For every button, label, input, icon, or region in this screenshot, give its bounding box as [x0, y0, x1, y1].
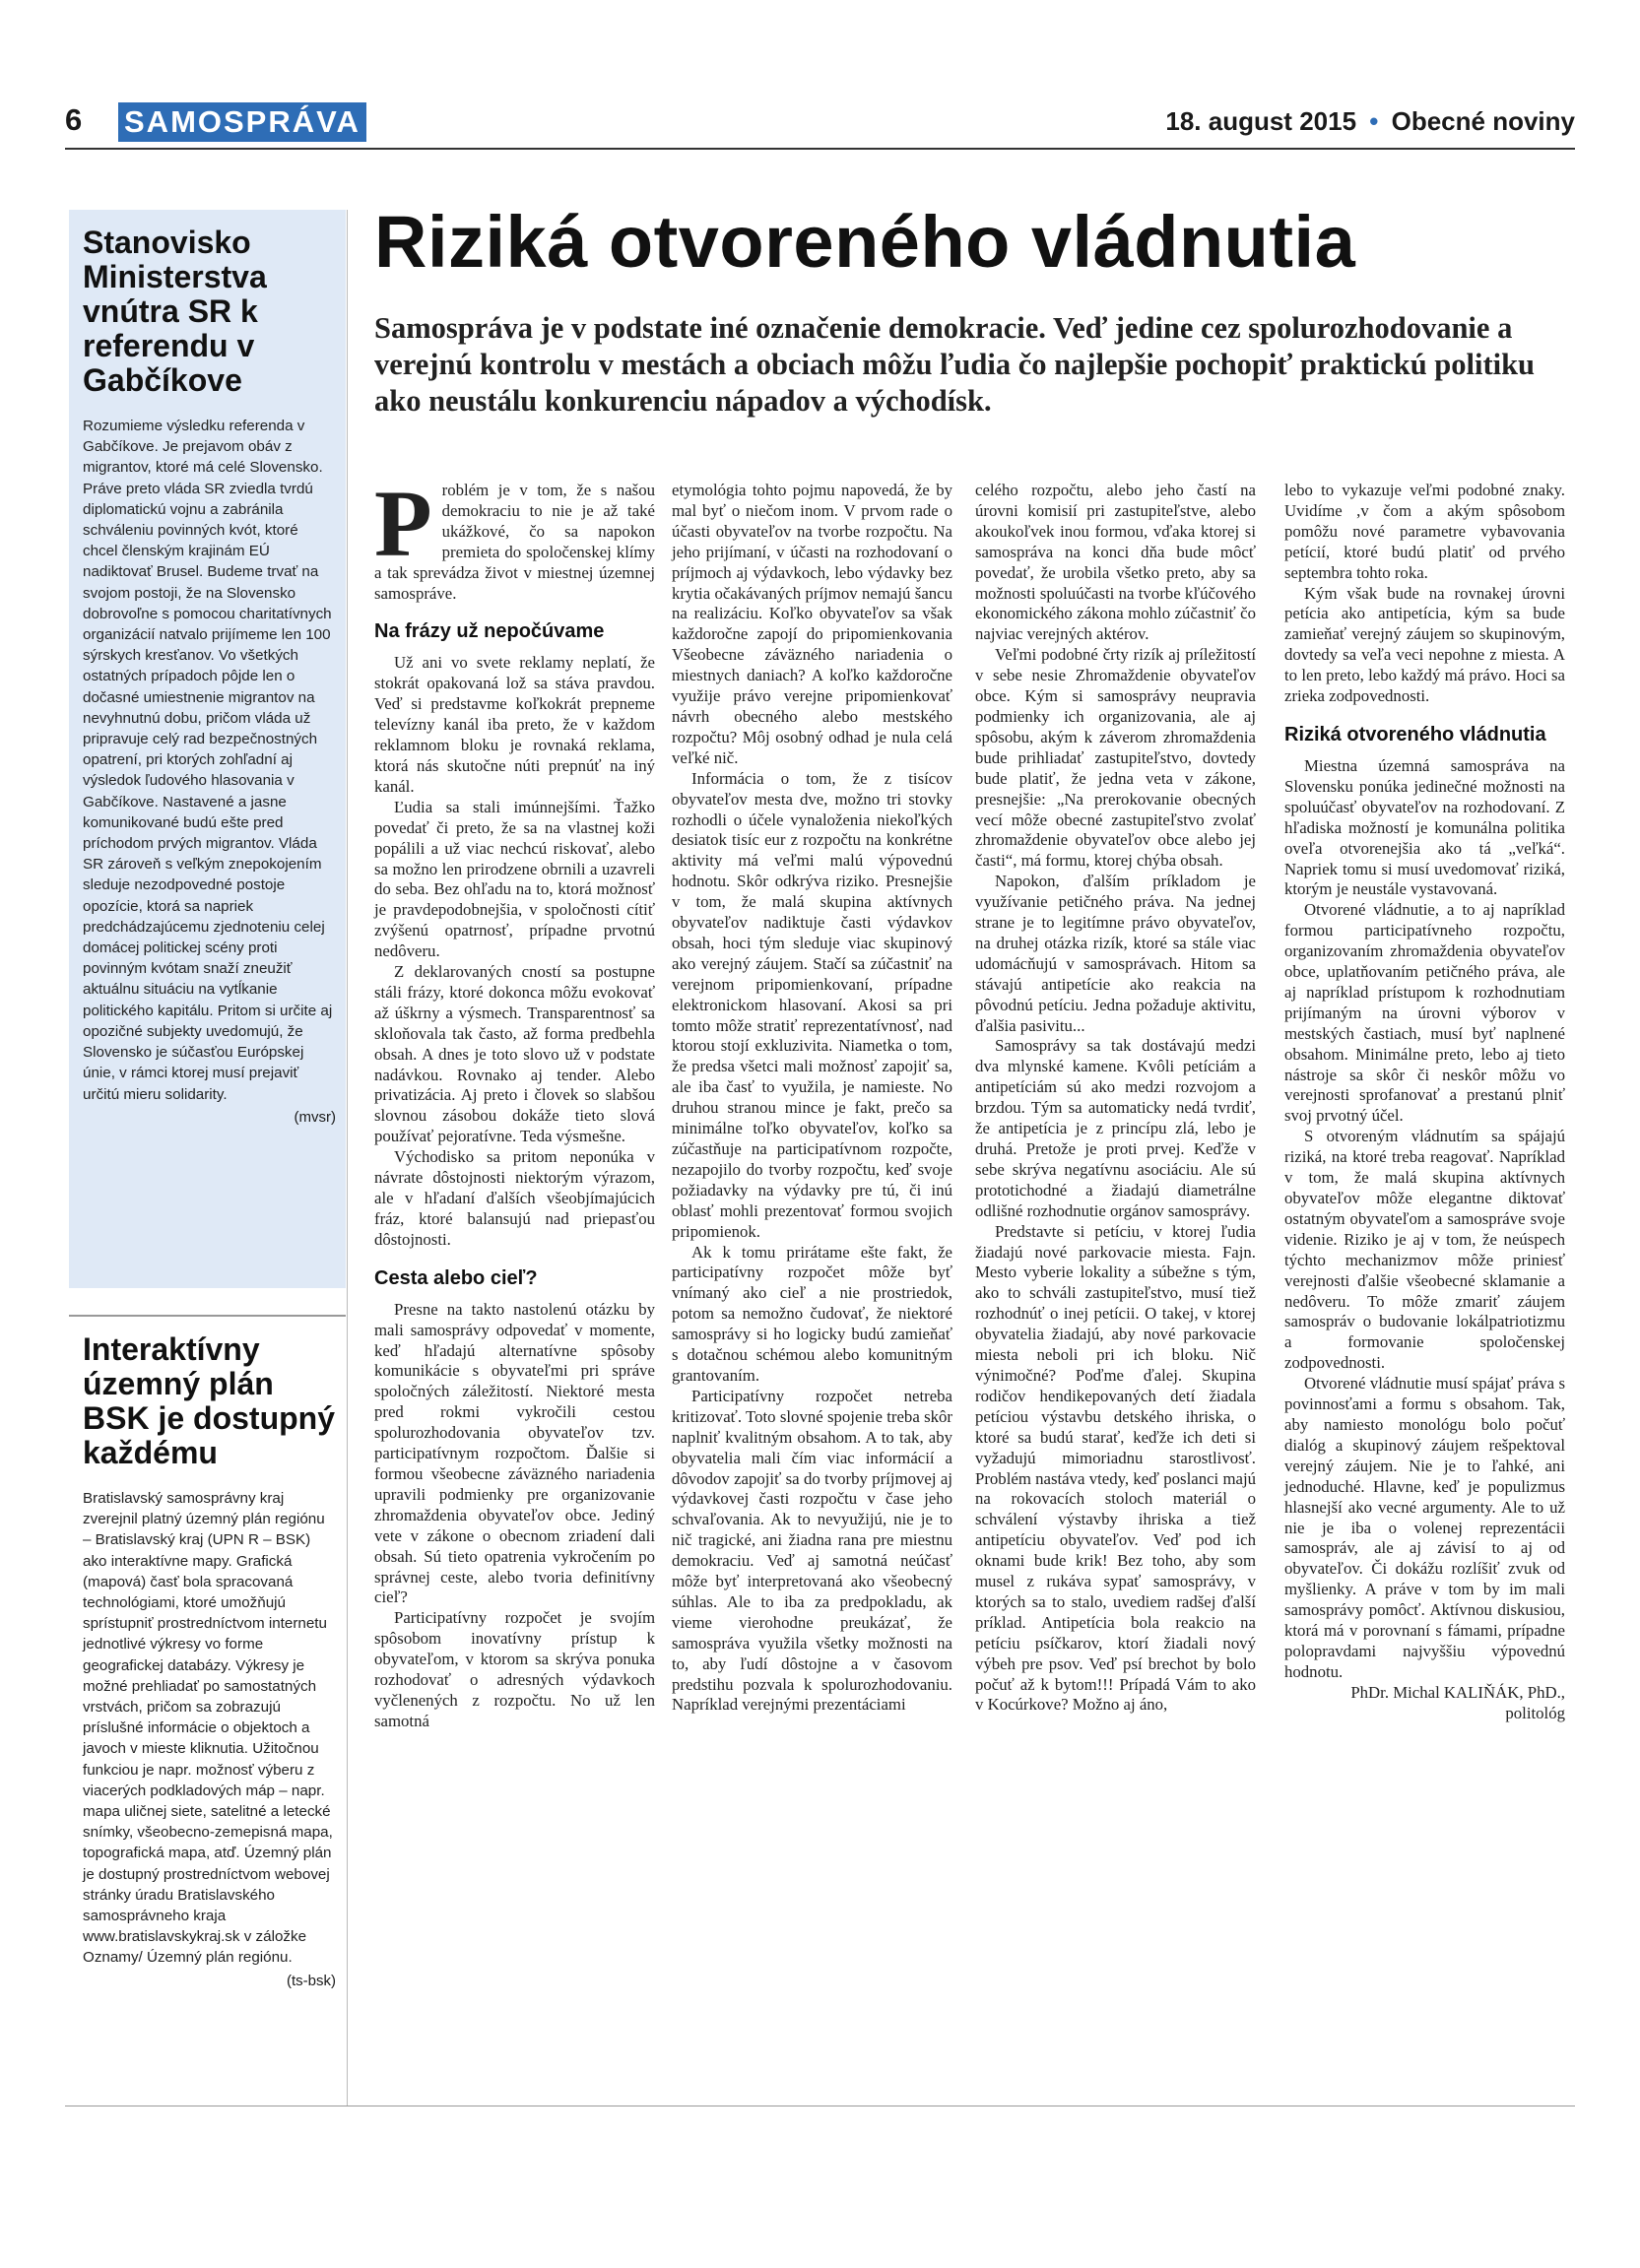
- paragraph: etymológia tohto pojmu napovedá, že by mal byť o niečom inom. V prvom rade o účasti obyvateľov na tvorbe rozpočtu. Na jeho prijímaní, v účasti na rozhodovaní o príjmoch aj výdavkoch, lebo výdavky bez krytia očakávaných príjmov nemajú šancu na realizáciu. Koľko obyvateľov sa však každoročne zapojí do pripomienkovania Všeobecne záväzného nariadenia o miestnych daniach? A koľko každoročne využije právo verejne pripomienkovať návrh obecného alebo mestského rozpočtu? Môj osobný odhad je nula celá veľké nič.: [672, 481, 952, 767]
- paragraph: Už ani vo svete reklamy neplatí, že stokrát opakovaná lož sa stáva pravdou. Veď si predstavme koľkokrát prepneme televízny kanál iba preto, že v každom reklamnom bloku je rovnaká reklama, ktorá nás skutočne núti prepnúť na iný kanál.: [374, 653, 655, 796]
- article-column-3: [975, 481, 1256, 1716]
- paragraph: Otvorené vládnutie musí spájať práva s povinnosťami a formu s obsahom. Tak, aby namiesto monológu bolo počuť dialóg a skupinový záujem rešpektoval verejný záujem. Nie je to ľahké, ani jednoduché. Hlavne, keď je populizmus hlasnejší ako vecné argumenty. Ale to už nie je iba o volenej reprezentácii samospráv, ale aj závisí to aj od obyvateľov. Či dokážu rozlíšiť zvuk od myšlienky. A práve v tom by im mali samosprávy pomôcť. Aktívnou diskusiou, ktorá má v porovnaní s fámami, prípadne polopravdami najvyššiu výpovednú hodnotu.: [1284, 1374, 1565, 1681]
- sidebar-box-ministry: [69, 210, 346, 1288]
- header-rule: [65, 148, 1575, 150]
- paragraph: Veľmi podobné črty rizík aj príležitostí v sebe nesie Zhromaždenie obyvateľov obce. Kým si samosprávy neupravia podmienky ich organizovania, ale aj spôsobu, akým k záverom zhromaždenia bude prihliadať zastupiteľstvo, dovtedy bude platiť, že jedna veta v zákone, presnejšie: „Na prerokovanie obecných vecí môže obecné zastupiteľstvo zvolať zhromaždenie obyvateľov obce alebo jej časti“, má formu, ktorej chýba obsah.: [975, 645, 1256, 871]
- paragraph: Participatívny rozpočet je svojím spôsobom inovatívny prístup k obyvateľom, v ktorom sa skrýva ponuka rozhodovať o adresných výdavkoch vyčlenených z rozpočtu. No už len samotná: [374, 1608, 655, 1730]
- issue-date: 18. august 2015: [1165, 106, 1357, 136]
- paragraph: Napokon, ďalším príkladom je využívanie petičného práva. Na jednej strane je to legitímne právo obyvateľov, na druhej otázka rizík, ktoré sa stále viac udomácňujú v samosprávach. Hitom sa stávajú antipetície ako reakcia na pôvodnú petíciu. Jedna požaduje aktivitu, ďalšia pasivitu...: [975, 872, 1256, 1035]
- subheading: Cesta alebo cieľ?: [374, 1266, 538, 1289]
- drop-cap: P: [374, 471, 432, 576]
- paragraph: celého rozpočtu, alebo jeho častí na úrovni komisií pri zastupiteľstve, alebo akoukoľvek inou formou, vďaka ktorej si samospráva na konci dňa bude môcť povedať, že urobila všetko preto, aby sa možnosti spoluúčasti na tvorbe kľúčového ekonomického zákona mohlo zúčastniť čo najviac verejných aktérov.: [975, 481, 1256, 644]
- subheading: Na frázy už nepočúvame: [374, 620, 605, 643]
- paragraph: S otvoreným vládnutím sa spájajú riziká, na ktoré treba reagovať. Napríklad v tom, že malá skupina aktívnych obyvateľov môže elegantne diktovať ostatným obyvateľom a samospráve svoje videnie. Riziko je aj v tom, že neúspech týchto mechanizmov môže priniesť verejnosti ďalšie všeobecné sklamanie a nedôveru. To môže zmariť záujem samospráv o budovanie lokálpatriotizmu a formovanie spoločenskej zodpovednosti.: [1284, 1127, 1565, 1373]
- paragraph: Informácia o tom, že z tisícov obyvateľov mesta dve, možno tri stovky rozhodli o účele vynaloženia niekoľkých desiatok tisíc eur z rozpočtu na konkrétne aktivity má veľmi malú výpovednú hodnotu. Skôr odkrýva riziko. Presnejšie v tom, že malá skupina aktívnych obyvateľov nadiktuje časti výdavkov obsah, hoci tým sleduje viac skupinový ako verejný záujem. Stačí sa zúčastniť na verejnom pripomienkovaní, prípadne elektronickom hlasovaní. Akosi sa pri tomto môže stratiť reprezentatívnosť, nad ktorou stojí exkluzivita. Niametka o tom, že predsa všetci mali možnosť zapojiť sa, ale iba časť to využila, je namieste. No druhou stranou mince je fakt, prečo sa minimálne toľko obyvateľov, koľko sa zúčastňuje na participatívnom rozpočte, nezapojilo do tvorby rozpočtu, keď svoje požiadavky na výdavky pre tú, či inú oblasť mohli prezentovať formou svojich pripomienok.: [672, 768, 952, 1241]
- paragraph: Miestna územná samospráva na Slovensku ponúka jedinečné možnosti na spoluúčasť obyvateľov na rozhodovaní. Z hľadiska možností je komunálna politika oveľa otvorenejšia ako tá „veľká“. Napriek tomu si musí uvedomovať riziká, ktorým je neustále vystavovaná.: [1284, 755, 1565, 899]
- paragraph: Z deklarovaných cností sa postupne stáli frázy, ktoré dokonca môžu evokovať až úškrny a výsmech. Transparentnosť sa skloňovala tak často, až forma predbehla obsah. A dnes je toto slovo už v podstate nadávkou. Rovnako aj tender. Alebo privatizácia. Aj preto i človek so slabšou slovnou zásobou dokáže tieto slová používať pejoratívne. Teda výsmešne.: [374, 962, 655, 1146]
- publication-name: Obecné noviny: [1391, 106, 1575, 136]
- sidebar-box-bsk: [69, 1315, 346, 2103]
- paragraph: Kým však bude na rovnakej úrovni petícia ako antipetícia, kým sa bude zamieňať verejný záujem so skupinovým, dovtedy sa veľa veci nepohne z miesta. A to len preto, lebo každý má právo. Hoci sa zrieka zodpovednosti.: [1284, 583, 1565, 706]
- page-number: 6: [65, 102, 83, 137]
- section-label: SAMOSPRÁVA: [118, 102, 366, 142]
- sidebar-box-signature: (mvsr): [294, 1108, 336, 1126]
- article-lead: Samospráva je v podstate iné označenie demokracie. Veď jedine cez spolurozhodovanie a verejnú kontrolu v mestách a obciach môžu ľudia čo najlepšie pochopiť praktickú politiku ako neustálu konkurenciu nápadov a východísk.: [374, 311, 1536, 418]
- paragraph: Presne na takto nastolenú otázku by mali samosprávy odpovedať v momente, keď hľadajú alternatívne spôsoby komunikácie s obyvateľmi pri správe spoločných záležitostí. Niektoré mesta pred rokmi vykročili cestou spolurozhodovania obyvateľov tzv. participatívnym rozpočtom. Ďalšie si formou všeobecne záväzného nariadenia upravili podmienky pre organizovanie zhromaždenia obyvateľov obce. Jediný vete v zákone o obecnom zriadení dali obsah. Sú tieto opatrenia vykročením po správnej ceste, alebo tvoria definitívny cieľ?: [374, 1299, 655, 1607]
- sidebar-box-body: Bratislavský samosprávny kraj zverejnil platný územný plán regiónu – Bratislavský kraj (UPN R – BSK) ako interaktívne mapy. Grafická (mapová) časť bola spracovaná technológiami, ktoré umožňujú sprístupniť prostredníctvom internetu jednotlivé výkresy vo forme geografickej databázy. Výkresy je možné prehliadať po samostatných vrstvách, pričom sa zobrazujú príslušné informácie o objektoch a javoch v mieste kliknutia. Užitočnou funkciou je napr. možnosť výberu z viacerých podkladových máp – napr. mapa uličnej siete, satelitné a letecké snímky, všeobecno-zemepisná mapa, topografická mapa, atď. Územný plán je dostupný prostredníctvom webovej stránky úradu Bratislavského samosprávneho kraja www.bratislavskykraj.sk v záložke Oznamy/ Územný plán regiónu.: [83, 1490, 333, 1967]
- paragraph: Predstavte si petíciu, v ktorej ľudia žiadajú nové parkovacie miesta. Fajn. Mesto vyberie lokality a súbežne s tým, ako to schváli zastupiteľstvo, musí tiež rozhodnúť o inej petícii. O takej, v ktorej obyvatelia žiadajú, aby nové parkovacie miesta neboli pri ich bloku. Nič výnimočné? Poďme ďalej. Skupina rodičov hendikepovaných detí žiadala petíciou výstavbu detského ihriska, o ktoré sa budú starať, keďže ich deti si vyžadujú mimoriadnu starostlivosť. Problém nastáva vtedy, keď poslanci majú na rokovacích stoloch materiál o schválení výstavby ihriska a tiež antipetíciu obyvateľov. Veď pod ich oknami bude krik! Bez toho, aby som musel z rukáva sypať samosprávy, v ktorých sa to stalo, uvediem radšej ďalší príklad. Antipetícia bola reakcio na petíciu psíčkarov, ktorí žiadali nový výbeh pre psov. Veď psí brechot by bolo počuť až k bytom!!! Prípadá Vám to ako v Kocúrkove? Možno aj áno,: [975, 1221, 1256, 1715]
- sidebar-box-body: Rozumieme výsledku referenda v Gabčíkove. Je prejavom obáv z migrantov, ktoré má celé Slovensko. Práve preto vláda SR zviedla tvrdú diplomatickú vojnu a zabránila schváleniu povinných kvót, ktoré chcel členským krajinám EÚ nadiktovať Brusel. Budeme trvať na svojom postoji, že na Slovensko dobrovoľne s pomocou charitatívnych organizácií natvalo prijímeme len 100 sýrskych kresťanov. Vo všetkých ostatných prípadoch pôjde len o dočasné umiestnenie migrantov na nevyhnutnú dobu, pričom vláda už pripravuje celý rad bezpečnostných opatrení, pri ktorých zohľadní aj výsledok ľudového hlasovania v Gabčíkove. Nastavené a jasne komunikované budú ešte pred príchodom prvých migrantov. Vláda SR zároveň s veľkým znepokojením sleduje nezodpovedné postoje opozície, ktorá sa napriek predchádzajúcemu zjednoteniu celej domácej politickej scény proti povinným kvótam snaží zneužiť aktuálnu situáciu na vytĺkanie politického kapitálu. Pritom si určite aj opozičné subjekty uvedomujú, že Slovensko je súčasťou Európskej únie, v rámci ktorej musí prejaviť určitú mieru solidarity.: [83, 418, 333, 1103]
- subheading: Riziká otvoreného vládnutia: [1284, 723, 1546, 745]
- article-column-4: [1284, 481, 1565, 1724]
- sidebar-divider: [347, 210, 348, 2106]
- sidebar-box-title: Stanovisko Ministerstva vnútra SR k referendu v Gabčíkove: [83, 225, 267, 398]
- separator-dot: •: [1369, 106, 1379, 136]
- masthead-info: [1165, 106, 1575, 137]
- paragraph: Východisko sa pritom neponúka v návrate dôstojnosti niektorým výrazom, ale v hľadaní ďalších všeobjímajúcich fráz, ktoré balansujú nad priepasťou dôstojnosti.: [374, 1147, 655, 1249]
- paragraph: lebo to vykazuje veľmi podobné znaky. Uvidíme ,v čom a akým spôsobom pomôžu nové parametre vybavovania petícií, ktoré budú platiť od prvého septembra tohto roka.: [1284, 481, 1565, 582]
- paragraph: Samosprávy sa tak dostávajú medzi dva mlynské kamene. Kvôli petíciám a antipetíciám sú ako medzi rozvojom a brzdou. Tým sa automaticky nedá tvrdiť, že antipetícia je z princípu zlá, lebo je druhá. Pretože je proti prvej. Keďže v sebe skrýva negatívnu asociáciu. Ale sú prototichodné a žiadajú diametrálne odlišné rozhodnutie orgánov samosprávy.: [975, 1036, 1256, 1220]
- author-name: PhDr. Michal KALIŇÁK, PhD.,: [1350, 1682, 1565, 1702]
- sidebar-box-title: Interaktívny územný plán BSK je dostupný každému: [83, 1331, 336, 1470]
- paragraph: [374, 471, 655, 604]
- paragraph-text: roblém je v tom, že s našou demokraciu to nie je až také ukážkové, čo sa napokon premieta do spoločenskej klímy a tak sprevádza život v miestnej územnej samospráve.: [374, 481, 655, 603]
- paragraph: Ľudia sa stali imúnnejšími. Ťažko povedať či preto, že sa na vlastnej koži popálili a už viac nechcú riskovať, alebo sa možno len prirodzene obrnili a uzavreli do seba. Bez ohľadu na to, ktorá možnosť je pravdepodobnejšia, v spoločnosti cítiť zvýšenú opatrnosť, prípadne prvotnú nedôveru.: [374, 797, 655, 961]
- paragraph: Otvorené vládnutie, a to aj napríklad formou participatívneho rozpočtu, organizovaním zhromaždenia obyvateľov obce, uplatňovaním petičného práva, ale aj napríklad prístupom k rozhodnutiam prijímaným na úrovni výborov v mestských častiach, musí byť naplnené obsahom. Minimálne preto, lebo aj tieto nástroje sa skôr či neskôr môžu vo verejnosti sprofanovať a prestanú plniť svoj prvotný účel.: [1284, 900, 1565, 1126]
- article-column-1: [374, 471, 655, 1732]
- article-headline: Riziká otvoreného vládnutia: [374, 201, 1356, 283]
- author-role: politológ: [1505, 1703, 1565, 1722]
- sidebar-box-signature: (ts-bsk): [287, 1972, 336, 1989]
- article-column-2: [672, 481, 952, 1716]
- paragraph: Ak k tomu prirátame ešte fakt, že participatívny rozpočet môže byť vnímaný ako cieľ a nie prostriedok, potom sa nemožno čudovať, že niektoré samosprávy si ho logicky budú zamieňať s dotačnou schémou alebo komunitným grantovaním.: [672, 1242, 952, 1385]
- paragraph: Participatívny rozpočet netreba kritizovať. Toto slovné spojenie treba skôr naplniť kvalitným obsahom. A to tak, aby obyvatelia mali čím viac informácií a dôvodov zapojiť sa do tvorby príjmovej aj výdavkovej časti rozpočtu v čase jeho schvaľovania. Ak to nevyužijú, nie je to nič tragické, ani žiadna rana pre miestnu demokraciu. Veď aj samotná neúčasť môže byť interpretovaná ako všeobecný súhlas. Ale to iba za predpokladu, ak vieme vierohodne preukázať, že samospráva využila všetky možnosti na to, aby ľudí dôstojne a v časovom predstihu pozvala k spolurozhodovaniu. Napríklad verejnými prezentáciami: [672, 1386, 952, 1715]
